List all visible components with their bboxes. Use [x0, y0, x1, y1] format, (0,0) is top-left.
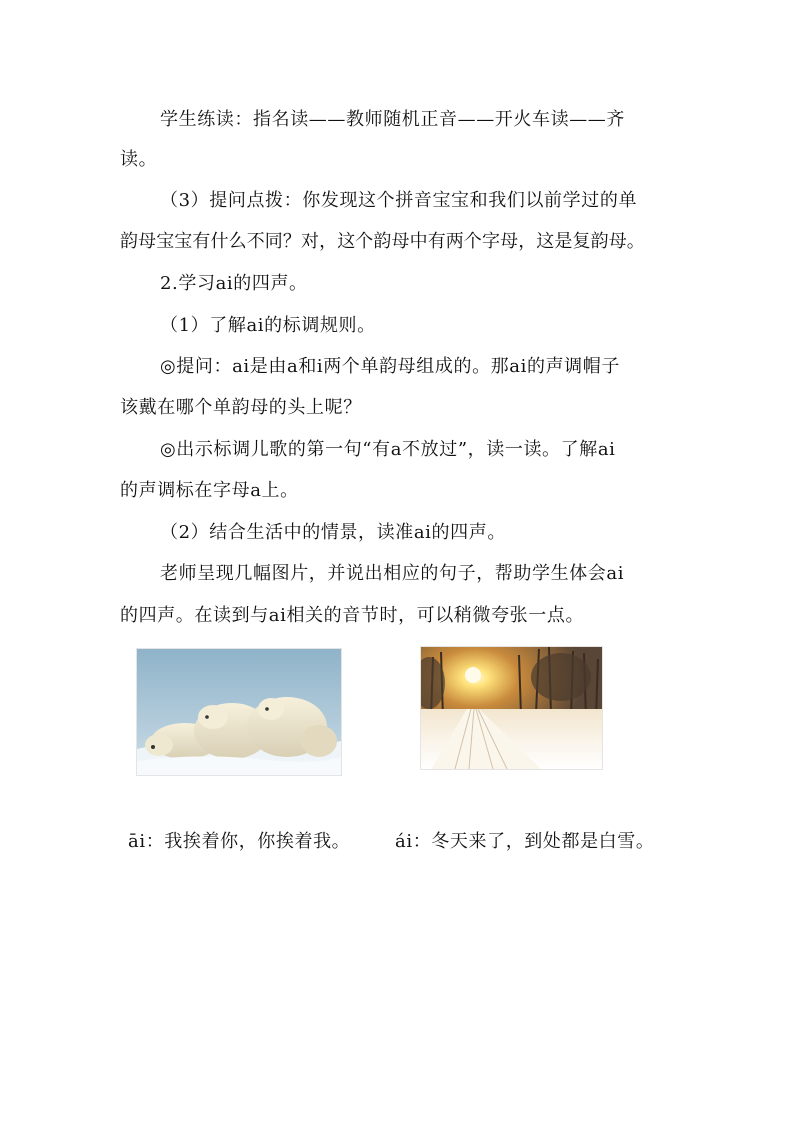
caption-polar-bears: āi：我挨着你，你挨着我。 — [128, 831, 351, 852]
text-line: （3）提问点拨：你发现这个拼音宝宝和我们以前学过的单 — [160, 190, 638, 211]
text-line: 2.学习ai的四声。 — [160, 273, 308, 294]
text-line: 学生练读：指名读——教师随机正音——开火车读——齐 — [160, 109, 625, 130]
text-line: （1）了解ai的标调规则。 — [160, 315, 376, 336]
text-line: ◎出示标调儿歌的第一句“有a不放过”，读一读。了解ai — [160, 439, 616, 460]
polar-bears-image — [137, 649, 341, 775]
text-line: 的四声。在读到与ai相关的音节时，可以稍微夸张一点。 — [120, 605, 585, 626]
text-line: 韵母宝宝有什么不同？对，这个韵母中有两个字母，这是复韵母。 — [120, 231, 645, 252]
text-line: （2）结合生活中的情景，读准ai的四声。 — [160, 522, 506, 543]
text-line: 读。 — [120, 149, 158, 170]
caption-snow-road: ái：冬天来了，到处都是白雪。 — [395, 831, 655, 852]
text-line: ◎提问：ai是由a和i两个单韵母组成的。那ai的声调帽子 — [160, 356, 620, 377]
text-line: 的声调标在字母a上。 — [120, 480, 299, 501]
text-line: 该戴在哪个单韵母的头上呢？ — [120, 397, 362, 418]
text-line: 老师呈现几幅图片，并说出相应的句子，帮助学生体会ai — [160, 563, 625, 584]
snow-road-sunset-image — [421, 647, 602, 769]
